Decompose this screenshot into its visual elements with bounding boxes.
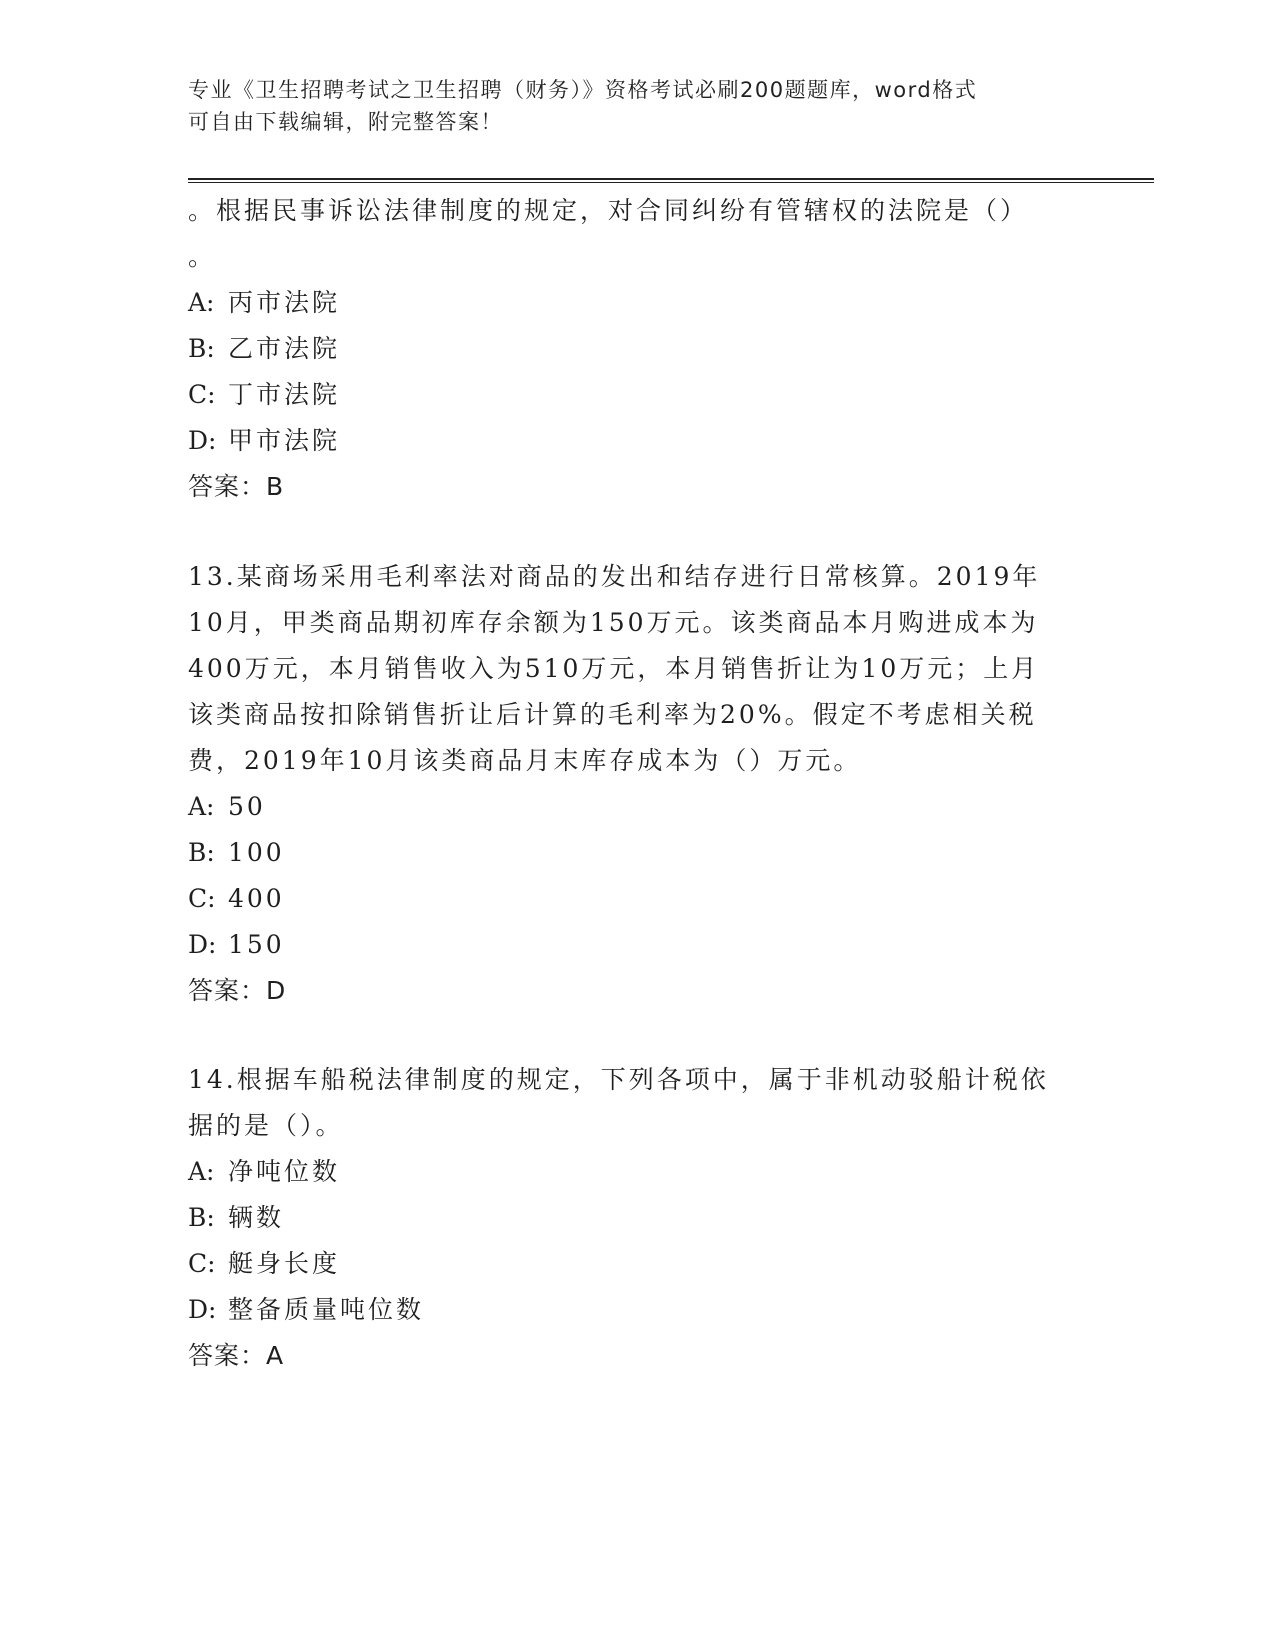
option-text: 丙市法院 bbox=[228, 288, 341, 317]
question-stem-line: 费，2019年10月该类商品月末库存成本为（）万元。 bbox=[188, 746, 862, 775]
answer-line: 答案：A bbox=[188, 1341, 285, 1370]
header-line-2: 可自由下载编辑，附完整答案！ bbox=[188, 110, 503, 134]
option-key: D: bbox=[188, 1295, 217, 1324]
option-text: 150 bbox=[228, 930, 285, 959]
option-a bbox=[188, 280, 1088, 326]
option-text: 50 bbox=[228, 792, 266, 821]
option-key: D: bbox=[188, 930, 217, 959]
option-text: 乙市法院 bbox=[228, 334, 341, 363]
option-key: B: bbox=[188, 334, 215, 363]
option-text: 净吨位数 bbox=[228, 1157, 341, 1186]
question-stem-line: 该类商品按扣除销售折让后计算的毛利率为20%。假定不考虑相关税 bbox=[188, 700, 1037, 729]
question-stem-line: 10月，甲类商品期初库存余额为150万元。该类商品本月购进成本为 bbox=[188, 608, 1039, 637]
option-text: 辆数 bbox=[228, 1203, 285, 1232]
question-stem-line: 。 bbox=[188, 242, 217, 271]
option-d bbox=[188, 418, 1088, 464]
question-stem-line: 。根据民事诉讼法律制度的规定，对合同纠纷有管辖权的法院是（） bbox=[188, 196, 1029, 225]
option-key: D: bbox=[188, 426, 217, 455]
question-stem-line: 13.某商场采用毛利率法对商品的发出和结存进行日常核算。2019年 bbox=[188, 562, 1041, 591]
question-stem-line: 400万元，本月销售收入为510万元，本月销售折让为10万元；上月 bbox=[188, 654, 1040, 683]
answer-line: 答案：B bbox=[188, 472, 285, 501]
option-c bbox=[188, 876, 1088, 922]
header-line-1: 专业《卫生招聘考试之卫生招聘（财务）》资格考试必刷200题题库，word格式 bbox=[188, 78, 978, 102]
option-text: 艇身长度 bbox=[228, 1249, 341, 1278]
option-text: 100 bbox=[228, 838, 285, 867]
question-stem-line: 14.根据车船税法律制度的规定，下列各项中，属于非机动驳船计税依 bbox=[188, 1065, 1049, 1094]
question-block bbox=[188, 1057, 1088, 1379]
option-key: A: bbox=[188, 1157, 215, 1186]
header-divider bbox=[188, 178, 1154, 183]
question-stem-line: 据的是（）。 bbox=[188, 1111, 344, 1140]
option-b bbox=[188, 830, 1088, 876]
option-a bbox=[188, 784, 1088, 830]
option-key: B: bbox=[188, 838, 215, 867]
option-c bbox=[188, 1241, 1088, 1287]
option-key: C: bbox=[188, 380, 216, 409]
document-header bbox=[188, 74, 1088, 138]
option-key: C: bbox=[188, 884, 216, 913]
option-text: 整备质量吨位数 bbox=[228, 1295, 425, 1324]
option-text: 甲市法院 bbox=[228, 426, 341, 455]
option-text: 400 bbox=[228, 884, 285, 913]
option-b bbox=[188, 1195, 1088, 1241]
option-key: A: bbox=[188, 288, 215, 317]
option-d bbox=[188, 922, 1088, 968]
answer-line: 答案：D bbox=[188, 976, 287, 1005]
option-b bbox=[188, 326, 1088, 372]
option-d bbox=[188, 1287, 1088, 1333]
option-key: B: bbox=[188, 1203, 215, 1232]
option-c bbox=[188, 372, 1088, 418]
option-key: C: bbox=[188, 1249, 216, 1278]
question-block bbox=[188, 554, 1088, 1014]
option-a bbox=[188, 1149, 1088, 1195]
question-block bbox=[188, 188, 1088, 510]
option-key: A: bbox=[188, 792, 215, 821]
option-text: 丁市法院 bbox=[228, 380, 341, 409]
